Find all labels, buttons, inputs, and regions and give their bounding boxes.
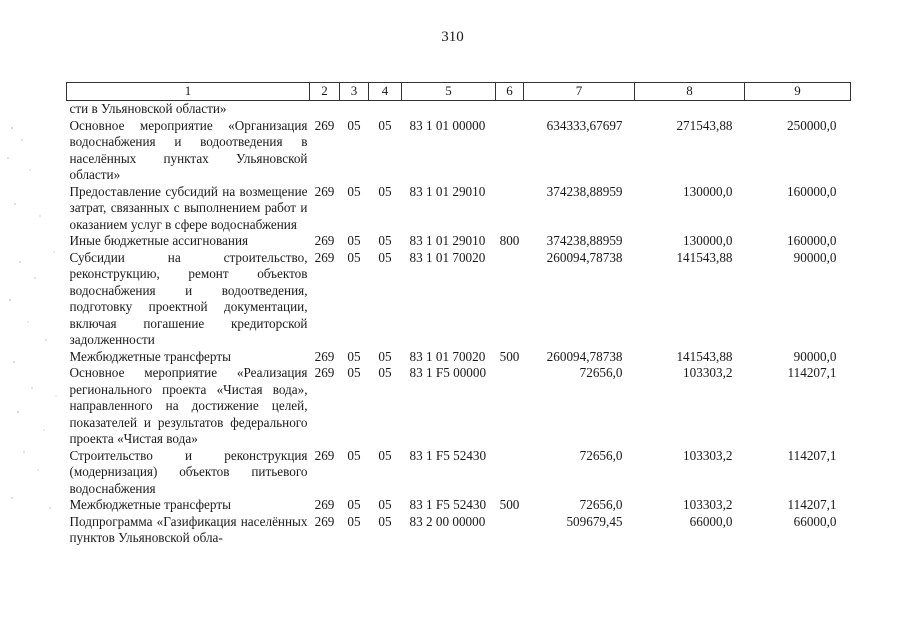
row-amount-col9: 114207,1 — [787, 365, 837, 380]
row-target-article: 83 2 00 00000 — [409, 513, 486, 529]
row-amount-col8 — [635, 101, 745, 118]
row-expense-type — [496, 448, 524, 498]
row-section-code — [340, 101, 369, 118]
column-header-4: 4 — [369, 83, 402, 101]
row-amount-col8: 66000,0 — [689, 513, 733, 529]
row-amount-col8: 271543,88 — [676, 117, 733, 133]
column-header-3: 3 — [340, 83, 369, 101]
row-target-article: 83 1 01 70020 — [409, 249, 486, 265]
row-subsection-code: 05 — [378, 183, 392, 199]
row-name: Строительство и реконструкция (модернизация) объектов питьевого водоснабжения — [69, 447, 308, 496]
row-ministry-code: 269 — [314, 183, 335, 199]
table-row — [67, 233, 851, 250]
row-target-article: 83 1 01 00000 — [409, 117, 486, 133]
row-amount-col7: 72656,0 — [579, 365, 623, 380]
column-header-5: 5 — [402, 83, 496, 101]
row-subsection-code: 05 — [378, 497, 392, 512]
row-amount-col7: 72656,0 — [579, 447, 623, 463]
row-expense-type — [496, 514, 524, 547]
page-number: 310 — [441, 29, 464, 45]
row-subsection-code: 05 — [378, 348, 392, 364]
row-amount-col9: 90000,0 — [793, 249, 837, 265]
column-header-9: 9 — [745, 83, 851, 101]
row-section-code: 05 — [347, 447, 361, 463]
table-row — [67, 101, 851, 118]
row-expense-type: 500 — [499, 497, 520, 512]
row-subsection-code: 05 — [378, 447, 392, 463]
table-row — [67, 184, 851, 234]
table-row — [67, 349, 851, 366]
row-amount-col9 — [745, 101, 851, 118]
row-name: Межбюджетные трансферты — [69, 348, 231, 364]
row-target-article: 83 1 01 29010 — [409, 183, 486, 199]
row-target-article: 83 1 F5 00000 — [409, 365, 487, 380]
column-header-2: 2 — [310, 83, 340, 101]
row-amount-col8: 141543,88 — [676, 348, 733, 364]
row-amount-col7: 509679,45 — [566, 513, 623, 529]
row-ministry-code — [310, 101, 340, 118]
column-header-1: 1 — [67, 83, 310, 101]
row-expense-type — [496, 365, 524, 448]
row-target-article: 83 1 01 29010 — [409, 233, 486, 248]
row-subsection-code: 05 — [378, 233, 392, 248]
row-section-code: 05 — [347, 183, 361, 199]
row-amount-col9: 90000,0 — [793, 348, 837, 364]
table-row — [67, 250, 851, 349]
row-name: Межбюджетные трансферты — [69, 497, 231, 512]
row-expense-type: 500 — [499, 348, 520, 364]
row-name: Подпрограмма «Газификация населённых пунктов Ульяновской обла- — [69, 513, 308, 545]
row-subsection-code: 05 — [378, 513, 392, 529]
row-expense-type — [496, 118, 524, 184]
row-amount-col8: 103303,2 — [683, 365, 733, 380]
row-amount-col7: 260094,78738 — [546, 348, 623, 364]
row-section-code: 05 — [347, 233, 361, 248]
row-amount-col8: 130000,0 — [683, 183, 733, 199]
row-ministry-code: 269 — [314, 117, 335, 133]
row-section-code: 05 — [347, 117, 361, 133]
row-amount-col7 — [524, 101, 635, 118]
table-row — [67, 497, 851, 514]
row-section-code: 05 — [347, 348, 361, 364]
row-section-code: 05 — [347, 497, 361, 512]
row-amount-col7: 634333,67697 — [546, 117, 623, 133]
row-target-article: 83 1 01 70020 — [409, 348, 486, 364]
row-target-article: 83 1 F5 52430 — [409, 497, 487, 512]
row-expense-type — [496, 250, 524, 349]
row-ministry-code: 269 — [314, 497, 335, 512]
table-header-row — [67, 83, 851, 101]
row-subsection-code — [369, 101, 402, 118]
row-target-article: 83 1 F5 52430 — [409, 447, 487, 463]
column-header-8: 8 — [635, 83, 745, 101]
row-amount-col7: 72656,0 — [579, 497, 623, 512]
table-row — [67, 365, 851, 448]
row-ministry-code: 269 — [314, 233, 335, 248]
row-section-code: 05 — [347, 365, 361, 380]
row-subsection-code: 05 — [378, 117, 392, 133]
row-amount-col8: 141543,88 — [676, 249, 733, 265]
row-subsection-code: 05 — [378, 365, 392, 380]
row-amount-col9: 250000,0 — [787, 117, 837, 133]
row-ministry-code: 269 — [314, 513, 335, 529]
row-name: Основное мероприятие «Организация водоснабжения и водоотведения в населённых пунктах Ульяновской области» — [69, 117, 308, 182]
table-row — [67, 448, 851, 498]
row-name: сти в Ульяновской области» — [69, 101, 227, 116]
row-amount-col8: 130000,0 — [683, 233, 733, 248]
row-amount-col9: 160000,0 — [787, 233, 837, 248]
row-ministry-code: 269 — [314, 447, 335, 463]
row-target-article — [402, 101, 496, 118]
row-name: Субсидии на строительство, реконструкцию, ремонт объектов водоснабжения и водоотведения, подготовку проектной документации, включая погашение кредиторской задолженности — [69, 249, 308, 347]
row-expense-type: 800 — [499, 233, 520, 248]
row-subsection-code: 05 — [378, 249, 392, 265]
column-header-6: 6 — [496, 83, 524, 101]
row-amount-col9: 114207,1 — [787, 447, 837, 463]
row-name: Иные бюджетные ассигнования — [69, 233, 249, 248]
row-ministry-code: 269 — [314, 365, 335, 380]
row-amount-col9: 114207,1 — [787, 497, 837, 512]
row-amount-col7: 374238,88959 — [546, 183, 623, 199]
row-ministry-code: 269 — [314, 348, 335, 364]
row-amount-col7: 374238,88959 — [546, 233, 623, 248]
row-amount-col8: 103303,2 — [683, 447, 733, 463]
row-section-code: 05 — [347, 513, 361, 529]
row-ministry-code: 269 — [314, 249, 335, 265]
row-name: Основное мероприятие «Реализация регионального проекта «Чистая вода», направленного на достижение целей, показателей и результатов федерального проекта «Чистая вода» — [69, 365, 308, 446]
row-amount-col7: 260094,78738 — [546, 249, 623, 265]
row-amount-col9: 160000,0 — [787, 183, 837, 199]
row-section-code: 05 — [347, 249, 361, 265]
row-amount-col8: 103303,2 — [683, 497, 733, 512]
column-header-7: 7 — [524, 83, 635, 101]
row-name: Предоставление субсидий на возмещение затрат, связанных с выполнением работ и оказанием услуг в сфере водоснабжения — [69, 183, 308, 232]
row-expense-type — [496, 184, 524, 234]
row-amount-col9: 66000,0 — [793, 513, 837, 529]
table-row — [67, 514, 851, 547]
table-row — [67, 118, 851, 184]
row-expense-type — [496, 101, 524, 118]
budget-table — [66, 82, 851, 547]
